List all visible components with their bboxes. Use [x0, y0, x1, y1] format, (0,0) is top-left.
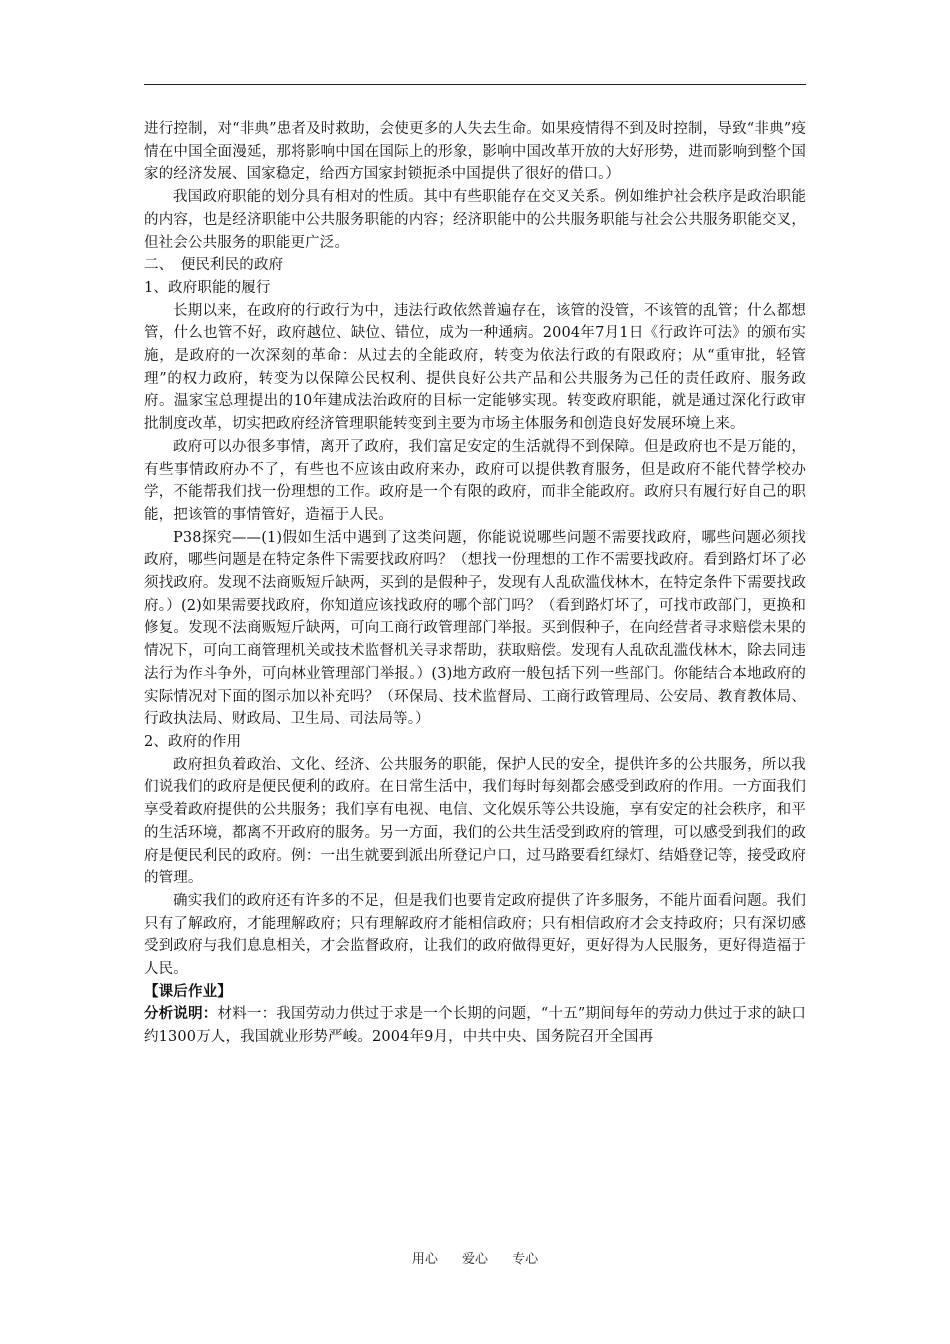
- analysis-text: 材料一：我国劳动力供过于求是一个长期的问题，“十五”期间每年的劳动力供过于求的缺口约1300万人，我国就业形势严峻。2004年9月，中共中央、国务院召开全国再: [144, 1006, 807, 1046]
- page-footer: [0, 1248, 950, 1267]
- paragraph-government-role: 政府担负着政治、文化、经济、公共服务的职能，保护人民的安全，提供许多的公共服务，所以我们说我们的政府是便民便利的政府。在日常生活中，我们每时每刻都会感受到政府的作用。一方面我们享受着政府提供的公共服务；我们享有电视、电信、文化娱乐等公共设施，享有安定的社会秩序，和平的生活环境，都离不开政府的服务。另一方面，我们的公共生活受到政府的管理，可以感受到我们的政府是便民利民的政府。例：一出生就要到派出所登记户口，过马路要看红绿灯、结婚登记等，接受政府的管理。: [144, 756, 806, 887]
- paragraph-analysis: [144, 1003, 806, 1048]
- footer-item-aixin: 爱心: [461, 1252, 488, 1267]
- paragraph-administrative-law: 长期以来，在政府的行政行为中，违法行政依然普遍存在，该管的没管，不该管的乱管；什么都想管，什么也管不好，政府越位、缺位、错位，成为一种通病。2004年7月1日《行政许可法》的颁布实施，是政府的一次深刻的革命：从过去的全能政府，转变为依法行政的有限政府；从“重审批，轻管理”的权力政府，转变为以保障公民权利、提供良好公共产品和公共服务为己任的责任政府、服务政府。温家宝总理提出的10年建成法治政府的目标一定能够实现。转变政府职能，就是通过深化行政审批制度改革，切实把政府经济管理职能转变到主要为市场主体服务和创造良好发展环境上来。: [144, 302, 806, 433]
- footer-item-zhuanxin: 专心: [512, 1252, 539, 1267]
- paragraph-limited-government: 政府可以办很多事情，离开了政府，我们富足安定的生活就得不到保障。但是政府也不是万能的，有些事情政府办不了，有些也不应该由政府来办，政府可以提供教育服务，但是政府不能代替学校办学，不能帮我们找一份理想的工作。政府是一个有限的政府，而非全能政府。政府只有履行好自己的职能，把该管的事情管好，造福于人民。: [144, 438, 806, 523]
- document-body: [144, 118, 806, 1049]
- paragraph-function-overlap: 我国政府职能的划分具有相对的性质。其中有些职能存在交叉关系。例如维护社会秩序是政治职能的内容，也是经济职能中公共服务职能的内容；经济职能中的公共服务职能与社会公共服务职能交叉，但社会公共服务的职能更广泛。: [144, 189, 806, 251]
- paragraph-trust-government: 确实我们的政府还有许多的不足，但是我们也要肯定政府提供了许多服务，不能片面看问题。我们只有了解政府，才能理解政府；只有理解政府才能相信政府；只有相信政府才会支持政府；只有深切感受到政府与我们息息相关，才会监督政府，让我们的政府做得更好，更好得为人民服务，更好得造福于人民。: [144, 892, 806, 978]
- section-heading-2: 二、 便民利民的政府: [144, 257, 284, 274]
- header-rule: [144, 84, 806, 85]
- paragraph-continuation: 进行控制，对“非典”患者及时救助，会使更多的人失去生命。如果疫情得不到及时控制，导致“非典”疫情在中国全面漫延，那将影响中国在国际上的形象，影响中国改革开放的大好形势，进而影响到整个国家的经济发展、国家稳定，给西方国家封锁扼杀中国提供了很好的借口。）: [144, 121, 806, 183]
- subheading-1: 1、政府职能的履行: [144, 279, 271, 296]
- footer-item-yongxin: 用心: [411, 1252, 438, 1267]
- paragraph-p38-inquiry: P38探究——(1)假如生活中遇到了这类问题，你能说说哪些问题不需要找政府，哪些问题必须找政府，哪些问题是在特定条件下需要找政府吗？（想找一份理想的工作不需要找政府。看到路灯坏了必须找政府。发现不法商贩短斤缺两，买到的是假种子，发现有人乱砍滥伐林木，在特定条件下需要找政府。）(2)如果需要找政府，你知道应该找政府的哪个部门吗？（看到路灯坏了，可找市政部门，更换和修复。发现不法商贩短斤缺两，可向工商行政管理部门举报。买到假种子，在向经营者寻求赔偿未果的情况下，可向工商管理机关或技术监督机关寻求帮助，获取赔偿。发现有人乱砍乱滥伐林木，除去同违法行为作斗争外，可向林业管理部门举报。）(3)地方政府一般包括下列一些部门。你能结合本地政府的实际情况对下面的图示加以补充吗？（环保局、技术监督局、工商行政管理局、公安局、教育教体局、行政执法局、财政局、卫生局、司法局等。）: [144, 529, 806, 728]
- homework-heading: 【课后作业】: [144, 982, 232, 1000]
- analysis-label: 分析说明：: [144, 1005, 218, 1023]
- subheading-2: 2、政府的作用: [144, 733, 242, 750]
